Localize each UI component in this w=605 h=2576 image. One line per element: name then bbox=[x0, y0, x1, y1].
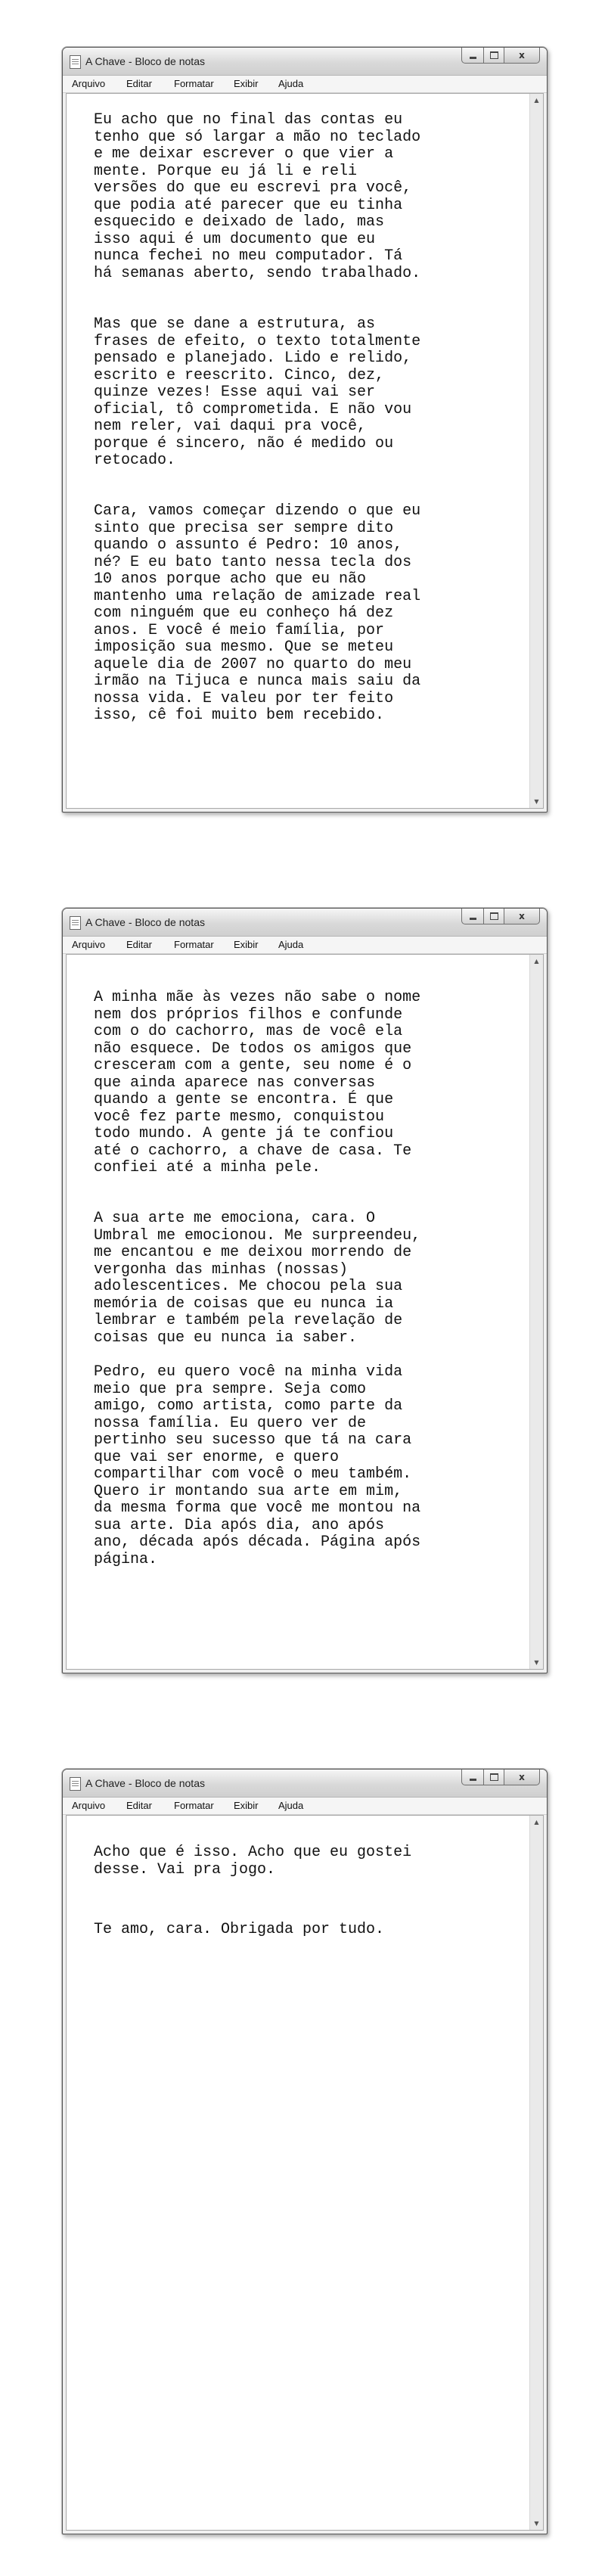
close-button[interactable] bbox=[504, 909, 540, 924]
menu-ajuda[interactable]: Ajuda bbox=[278, 1800, 304, 1811]
notepad-window[interactable] bbox=[62, 47, 548, 813]
menu-formatar[interactable]: Formatar bbox=[174, 1800, 214, 1811]
title-bar[interactable] bbox=[63, 48, 547, 76]
menu-arquivo[interactable]: Arquivo bbox=[72, 939, 106, 950]
vertical-scrollbar[interactable] bbox=[529, 955, 543, 1669]
title-bar[interactable] bbox=[63, 1770, 547, 1798]
close-button[interactable] bbox=[504, 48, 540, 64]
paragraph: Acho que é isso. Acho que eu gostei desse. Vai pra jogo. bbox=[94, 1844, 412, 1878]
paragraph: Cara, vamos começar dizendo o que eu sinto que precisa ser sempre dito quando o assunto é Pedro: 10 anos, né? E eu bato tanto nessa tecla dos 10 anos porque acho que eu não mantenho uma relação de amizade real com ninguém que eu conheço há dez anos. E você é meio família, por imposição sua mesmo. Que se meteu aquele dia de 2007 no quarto do meu irmão na Tijuca e nunca mais saiu da nossa vida. E valeu por ter feito isso, cê foi muito bem recebido. bbox=[94, 502, 421, 724]
caption-buttons bbox=[461, 909, 540, 925]
minimize-icon bbox=[470, 1779, 476, 1781]
window-title: A Chave - Bloco de notas bbox=[85, 916, 205, 928]
notepad-icon[interactable] bbox=[70, 916, 81, 930]
scroll-up-icon[interactable]: ▲ bbox=[534, 97, 539, 104]
menu-exibir[interactable]: Exibir bbox=[234, 78, 259, 89]
paragraph: Te amo, cara. Obrigada por tudo. bbox=[94, 1921, 385, 1938]
caption-buttons bbox=[461, 48, 540, 64]
maximize-icon bbox=[490, 912, 498, 920]
menu-editar[interactable]: Editar bbox=[126, 939, 152, 950]
menu-ajuda[interactable]: Ajuda bbox=[278, 78, 304, 89]
window-title: A Chave - Bloco de notas bbox=[85, 55, 205, 67]
notepad-window[interactable] bbox=[62, 908, 548, 1673]
minimize-button[interactable] bbox=[461, 909, 484, 924]
text-area[interactable] bbox=[66, 1815, 544, 2531]
menu-arquivo[interactable]: Arquivo bbox=[72, 78, 106, 89]
text-area[interactable] bbox=[66, 93, 544, 809]
paragraph: Pedro, eu quero você na minha vida meio que pra sempre. Seja como amigo, como artista, como parte da nossa família. Eu quero ver de pertinho seu sucesso que tá na cara que vai ser enorme, e quero compartilhar com você o meu também. Quero ir montando sua arte em mim, da mesma forma que você me montou na sua arte. Dia após dia, ano após ano, década após década. Página após página. bbox=[94, 1363, 421, 1568]
scroll-up-icon[interactable]: ▲ bbox=[534, 958, 539, 965]
menu-editar[interactable]: Editar bbox=[126, 78, 152, 89]
menu-bar bbox=[63, 76, 547, 93]
minimize-icon bbox=[470, 57, 476, 59]
menu-arquivo[interactable]: Arquivo bbox=[72, 1800, 106, 1811]
menu-bar bbox=[63, 937, 547, 954]
window-title: A Chave - Bloco de notas bbox=[85, 1777, 205, 1789]
maximize-button[interactable] bbox=[484, 909, 504, 924]
close-icon: x bbox=[519, 911, 525, 921]
scroll-down-icon[interactable]: ▼ bbox=[534, 2520, 539, 2527]
text-area[interactable] bbox=[66, 954, 544, 1670]
vertical-scrollbar[interactable] bbox=[529, 94, 543, 808]
scroll-down-icon[interactable]: ▼ bbox=[534, 1659, 539, 1666]
close-button[interactable] bbox=[504, 1770, 540, 1785]
menu-exibir[interactable]: Exibir bbox=[234, 1800, 259, 1811]
maximize-icon bbox=[490, 1773, 498, 1781]
menu-ajuda[interactable]: Ajuda bbox=[278, 939, 304, 950]
minimize-button[interactable] bbox=[461, 1770, 484, 1785]
close-icon: x bbox=[519, 50, 525, 61]
vertical-scrollbar[interactable] bbox=[529, 1816, 543, 2530]
menu-bar bbox=[63, 1798, 547, 1815]
document-text[interactable] bbox=[67, 1816, 529, 2530]
notepad-icon[interactable] bbox=[70, 55, 81, 69]
title-bar[interactable] bbox=[63, 909, 547, 937]
paragraph: A minha mãe às vezes não sabe o nome nem dos próprios filhos e confunde com o do cachorro, mas de você ela não esquece. De todos os amigos que cresceram com a gente, seu nome é o que ainda aparece nas conversas quando a gente se encontra. É que você fez parte mesmo, conquistou todo mundo. A gente já te confiou até o cachorro, a chave de casa. Te confiei até a minha pele. bbox=[94, 989, 421, 1176]
menu-exibir[interactable]: Exibir bbox=[234, 939, 259, 950]
minimize-button[interactable] bbox=[461, 48, 484, 64]
menu-formatar[interactable]: Formatar bbox=[174, 78, 214, 89]
document-text[interactable] bbox=[67, 955, 529, 1669]
paragraph: Mas que se dane a estrutura, as frases de efeito, o texto totalmente pensado e planejado. Lido e relido, escrito e reescrito. Cinco, dez, quinze vezes! Esse aqui vai ser oficial, tô comprometida. E não vou nem reler, vai daqui pra você, porque é sincero, não é medido ou retocado. bbox=[94, 315, 421, 469]
scroll-up-icon[interactable]: ▲ bbox=[534, 1819, 539, 1826]
notepad-icon[interactable] bbox=[70, 1777, 81, 1791]
maximize-button[interactable] bbox=[484, 48, 504, 64]
paragraph: A sua arte me emociona, cara. O Umbral me emocionou. Me surpreendeu, me encantou e me deixou morrendo de vergonha das minhas (nossas) adolescentices. Me chocou pela sua memória de coisas que eu nunca ia lembrar e também pela revelação de coisas que eu nunca ia saber. bbox=[94, 1210, 421, 1347]
notepad-window[interactable] bbox=[62, 1769, 548, 2534]
paragraph: Eu acho que no final das contas eu tenho que só largar a mão no teclado e me deixar escrever o que vier a mente. Porque eu já li e reli versões do que eu escrevi pra você, que podia até parecer que eu tinha esquecido e deixado de lado, mas isso aqui é um documento que eu nunca fechei no meu computador. Tá há semanas aberto, sendo trabalhado. bbox=[94, 111, 421, 282]
document-text[interactable] bbox=[67, 94, 529, 808]
menu-formatar[interactable]: Formatar bbox=[174, 939, 214, 950]
maximize-icon bbox=[490, 51, 498, 59]
scroll-down-icon[interactable]: ▼ bbox=[534, 798, 539, 805]
caption-buttons bbox=[461, 1770, 540, 1786]
menu-editar[interactable]: Editar bbox=[126, 1800, 152, 1811]
minimize-icon bbox=[470, 918, 476, 920]
maximize-button[interactable] bbox=[484, 1770, 504, 1785]
close-icon: x bbox=[519, 1772, 525, 1782]
